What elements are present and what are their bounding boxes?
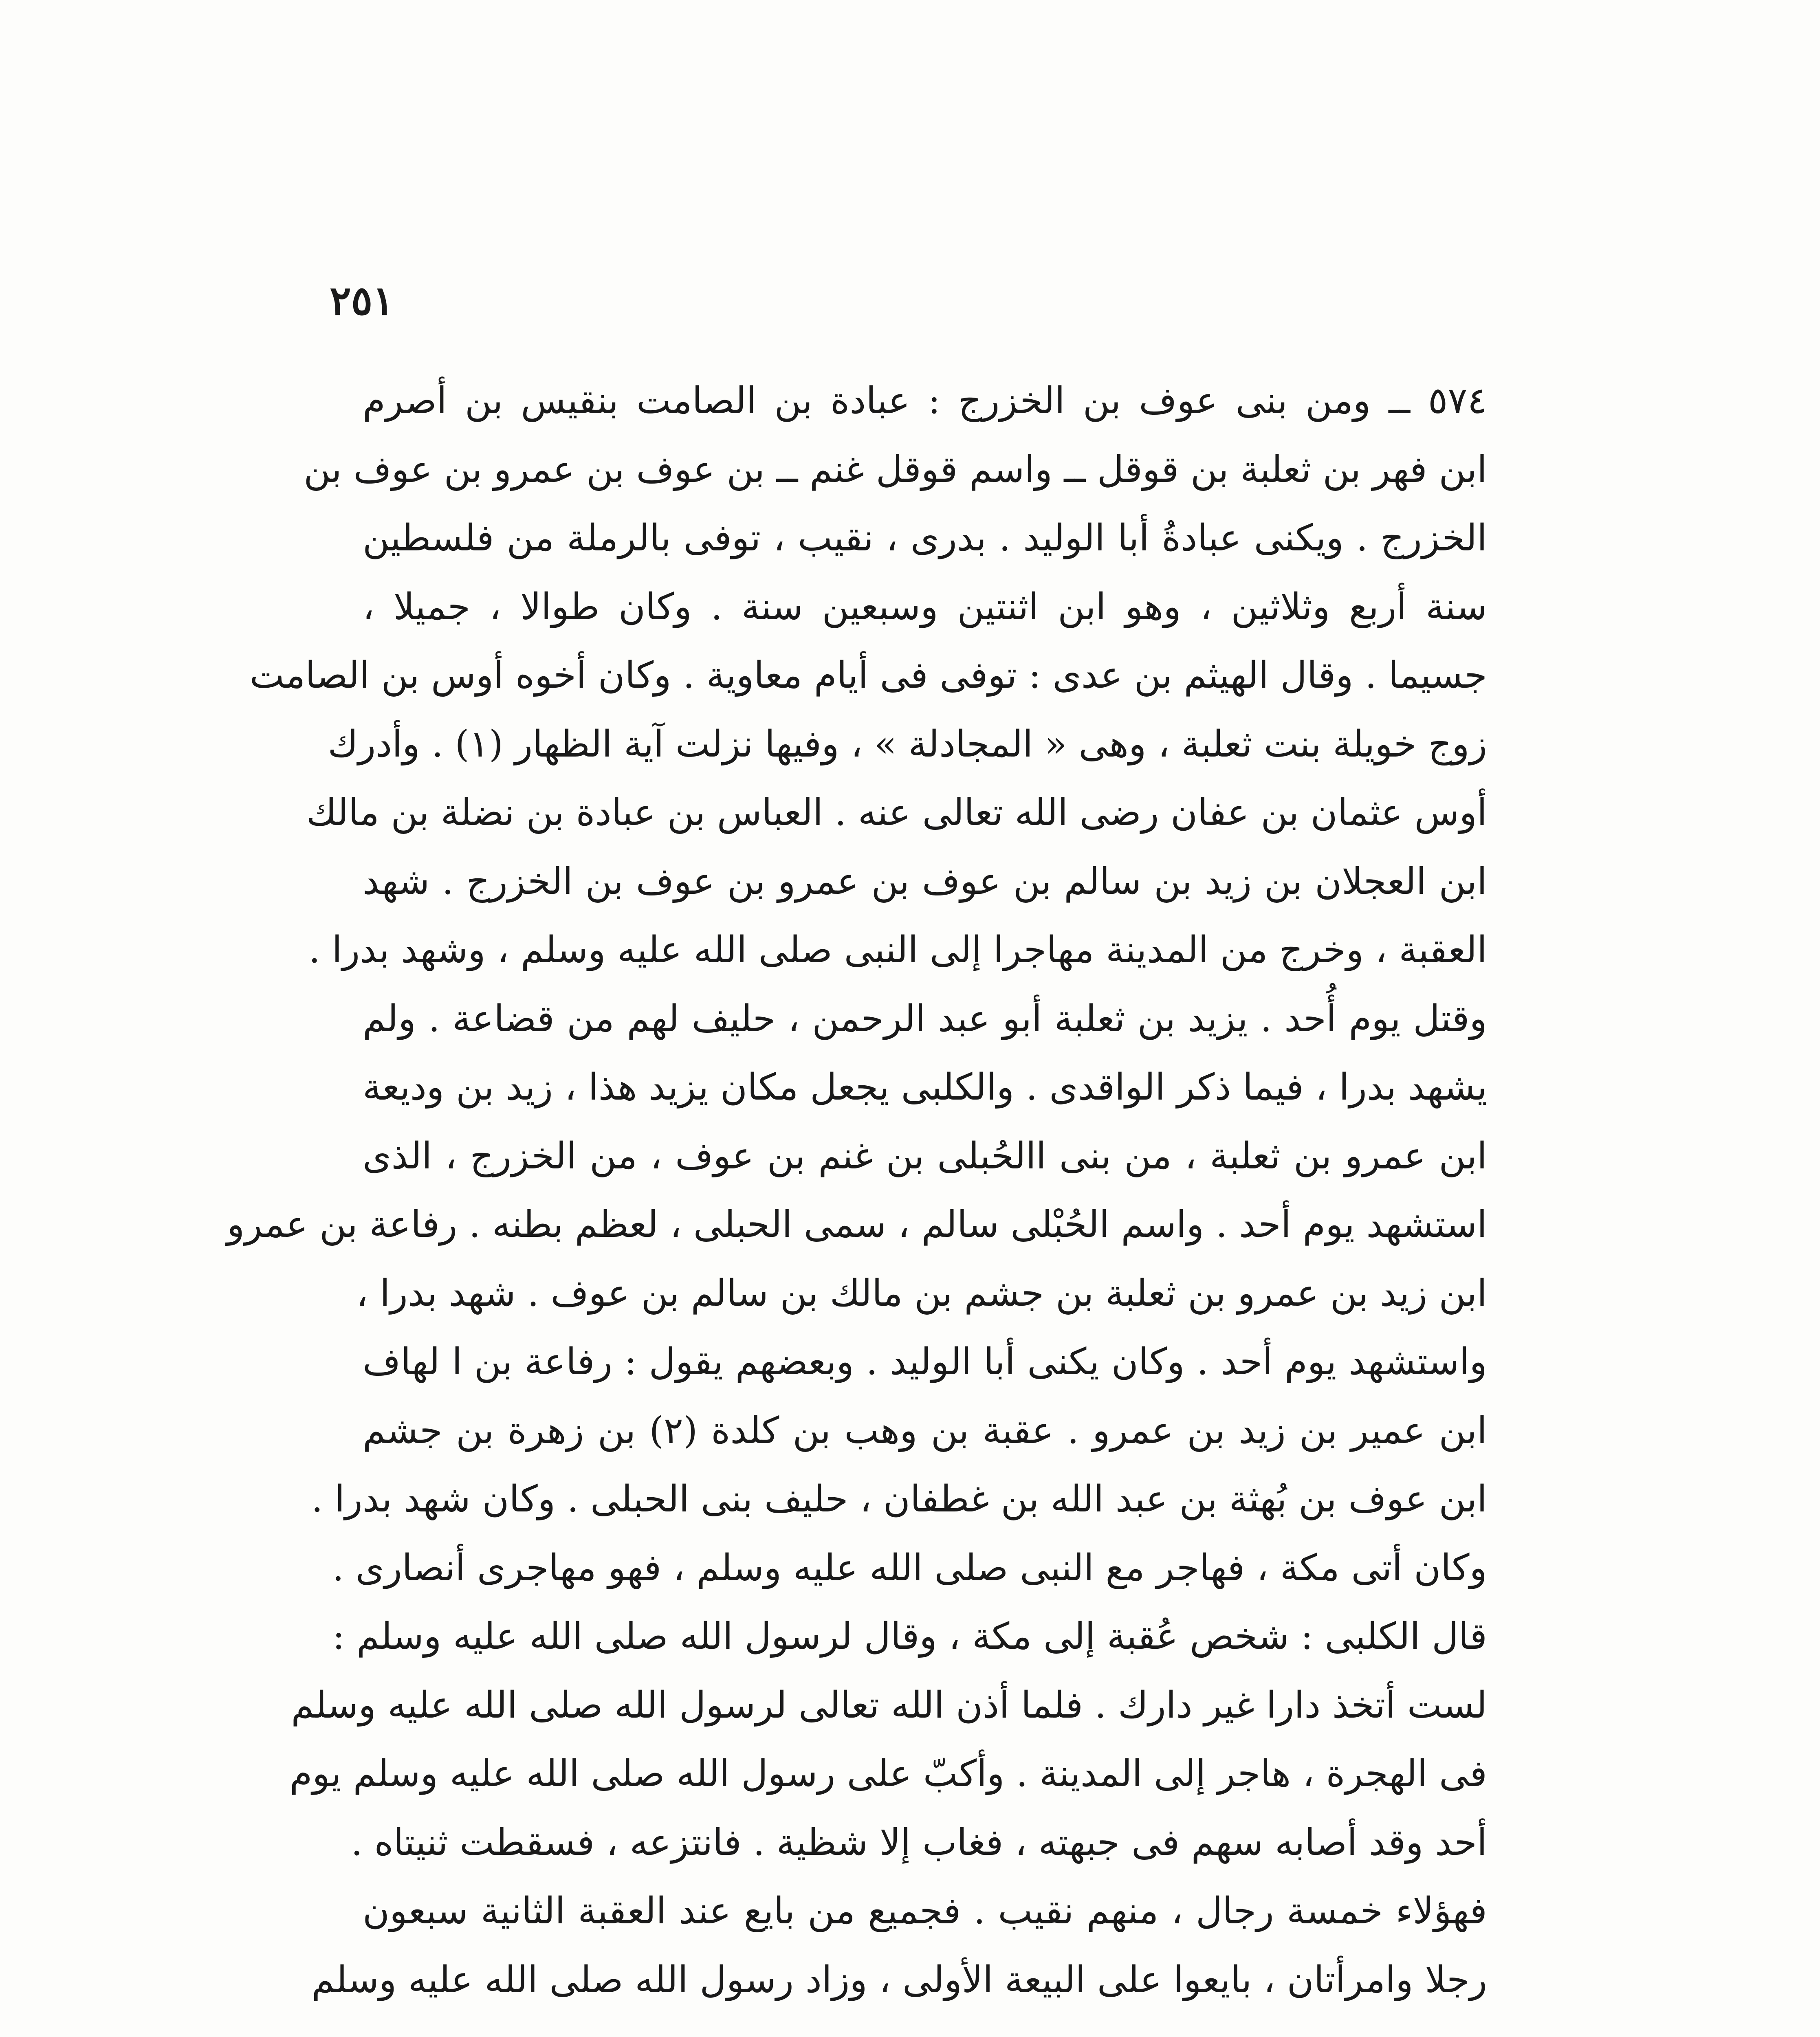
text-line: فى الهجرة ، هاجر إلى المدينة . وأكبّ على رسول الله صلى الله عليه وسلم يوم (289, 1752, 1487, 1795)
text-line: ابن عوف بن بُهثة بن عبد الله بن غطفان ، حليف بنى الحبلى . وكان شهد بدرا . (311, 1478, 1487, 1520)
text-line: سنة أربع وثلاثين ، وهو ابن اثنتين وسبعين سنة . وكان طوالا ، جميلا ، (363, 585, 1487, 628)
text-line: زوج خويلة بنت ثعلبة ، وهى « المجادلة » ، وفيها نزلت آية الظهار (١) . وأدرك (328, 722, 1487, 766)
text-line: جسيما . وقال الهيثم بن عدى : توفى فى أيام معاوية . وكان أخوه أوس بن الصامت (249, 654, 1487, 697)
text-line: أحد وقد أصابه سهم فى جبهته ، فغاب إلا شظية . فانتزعه ، فسقطت ثنيتاه . (351, 1821, 1487, 1864)
text-line: وكان أتى مكة ، فهاجر مع النبى صلى الله عليه وسلم ، فهو مهاجرى أنصارى . (332, 1546, 1487, 1589)
text-line: ٥٧٤ ــ ومن بنى عوف بن الخزرج : عبادة بن الصامت بنقيس بن أصرم (363, 379, 1487, 422)
page-number: ٢٥١ (330, 277, 394, 324)
text-line: فهؤلاء خمسة رجال ، منهم نقيب . فجميع من بايع عند العقبة الثانية سبعون (363, 1890, 1487, 1932)
text-line: قال الكلبى : شخص عُقبة إلى مكة ، وقال لرسول الله صلى الله عليه وسلم : (332, 1615, 1487, 1658)
text-line: استشهد يوم أحد . واسم الحُبْلى سالم ، سمى الحبلى ، لعظم بطنه . رفاعة بن عمرو (227, 1203, 1487, 1246)
text-line: رجلا وامرأتان ، بايعوا على البيعة الأولى ، وزاد رسول الله صلى الله عليه وسلم (311, 1958, 1487, 2001)
text-line: ابن فهر بن ثعلبة بن قوقل ــ واسم قوقل غنم ــ بن عوف بن عمرو بن عوف بن (304, 448, 1487, 491)
text-line: ابن زيد بن عمرو بن ثعلبة بن جشم بن مالك بن سالم بن عوف . شهد بدرا ، (356, 1271, 1487, 1315)
text-line: ابن عمرو بن ثعلبة ، من بنى االحُبلى بن غنم بن عوف ، من الخزرج ، الذى (363, 1134, 1487, 1177)
text-line: واستشهد يوم أحد . وكان يكنى أبا الوليد . وبعضهم يقول : رفاعة بن ا لهاف (363, 1340, 1487, 1383)
text-line: العقبة ، وخرج من المدينة مهاجرا إلى النبى صلى الله عليه وسلم ، وشهد بدرا . (308, 928, 1487, 971)
text-line: يشهد بدرا ، فيما ذكر الواقدى . والكلبى يجعل مكان يزيد هذا ، زيد بن وديعة (363, 1066, 1487, 1109)
text-line: ابن العجلان بن زيد بن سالم بن عوف بن عمرو بن عوف بن الخزرج . شهد (363, 860, 1487, 903)
text-line: لست أتخذ دارا غير دارك . فلما أذن الله تعالى لرسول الله صلى الله عليه وسلم (291, 1683, 1487, 1727)
body-text (227, 367, 1487, 2014)
text-line: أوس عثمان بن عفان رضى الله تعالى عنه . العباس بن عبادة بن نضلة بن مالك (306, 791, 1487, 834)
text-line: الخزرج . ويكنى عبادةُ أبا الوليد . بدرى ، نقيب ، توفى بالرملة من فلسطين (363, 517, 1487, 559)
text-line: وقتل يوم أُحد . يزيد بن ثعلبة أبو عبد الرحمن ، حليف لهم من قضاعة . ولم (363, 997, 1487, 1040)
text-line: ابن عمير بن زيد بن عمرو . عقبة بن وهب بن كلدة (٢) بن زهرة بن جشم (363, 1409, 1487, 1452)
